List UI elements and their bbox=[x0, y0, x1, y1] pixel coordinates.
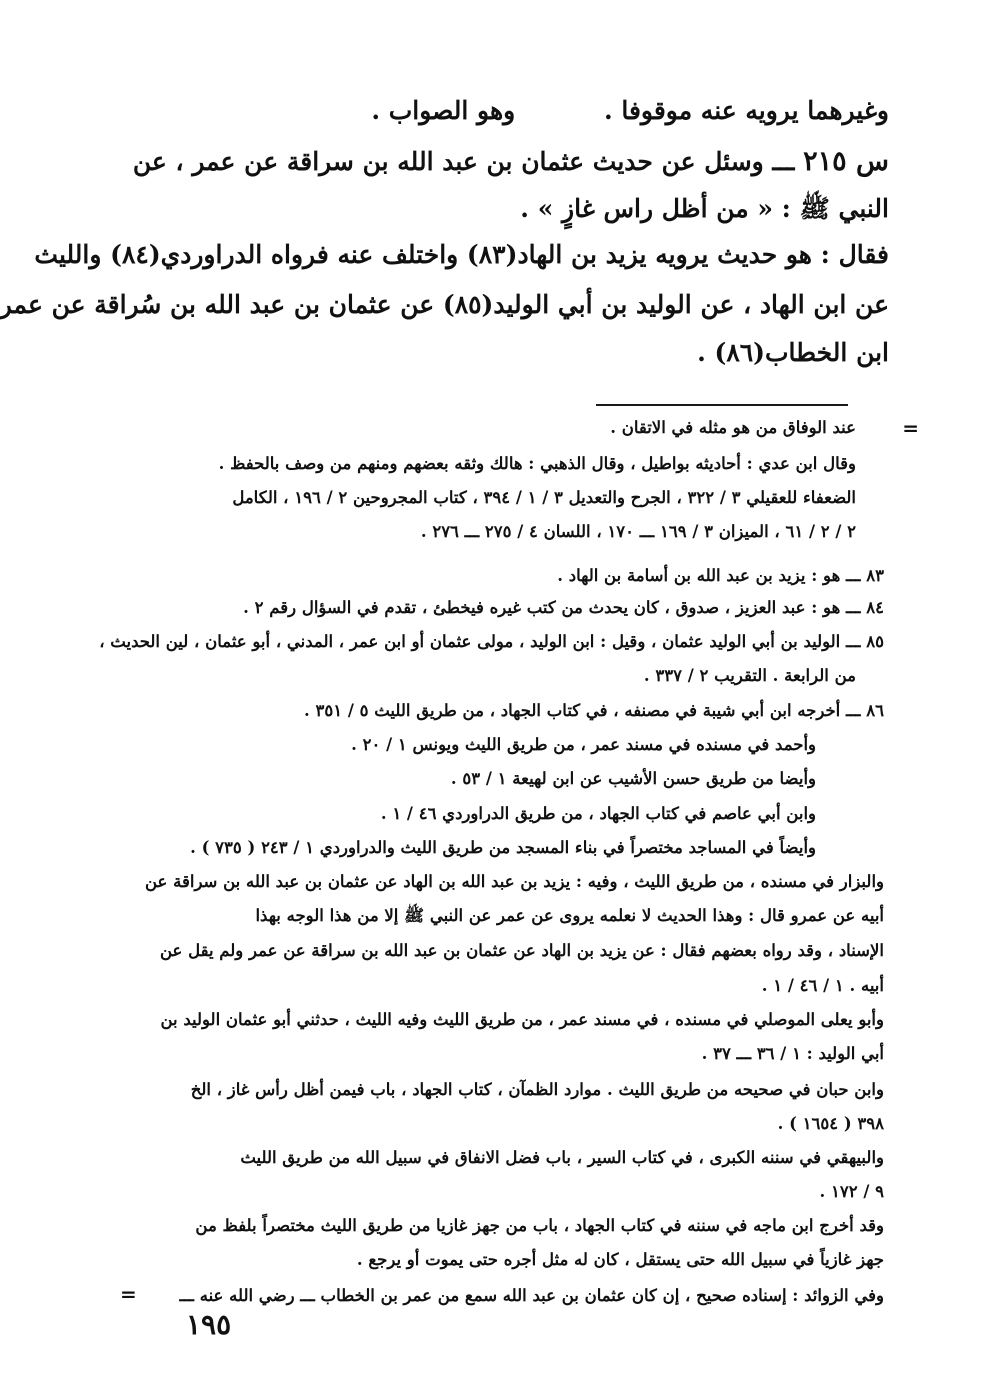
footnote-86-line-2: وأحمد في مسنده في مسند عمر ، من طريق الليث ويونس ١ / ٢٠ . bbox=[351, 735, 816, 754]
footnote-continued-1: عند الوفاق من هو مثله في الاتقان . bbox=[610, 418, 856, 437]
footnote-86-line-3: وأيضا من طريق حسن الأشيب عن ابن لهيعة ١ / ٥٣ . bbox=[450, 769, 816, 788]
main-line-1-text: وغيرهما يرويه عنه موقوفا . bbox=[603, 96, 889, 125]
footnote-continued-2: وقال ابن عدي : أحاديثه بواطيل ، وقال الذهبي : هالك وثقه بعضهم ومنهم من وصف بالحفظ . bbox=[218, 454, 856, 473]
footnote-86-line-12: وابن حبان في صحيحه من طريق الليث . موارد الظمآن ، كتاب الجهاد ، باب فيمن أظل رأس غاز ، الخ bbox=[190, 1080, 884, 1099]
page-number: ١٩٥ bbox=[186, 1308, 232, 1341]
footnote-86-line-14: والبيهقي في سننه الكبرى ، في كتاب السير ، باب فضل الانفاق في سبيل الله من طريق الليث bbox=[240, 1148, 884, 1167]
footnote-85-line-1: ٨٥ ـــ الوليد بن أبي الوليد عثمان ، وقيل : ابن الوليد ، مولى عثمان أو ابن عمر ، المدني ، أبو عثمان ، لين الحديث ، bbox=[99, 632, 884, 651]
footnote-85-line-2: من الرابعة . التقريب ٢ / ٣٣٧ . bbox=[643, 666, 856, 685]
question-number: س ٢١٥ bbox=[803, 146, 889, 177]
continuation-mark-end: = bbox=[120, 1282, 137, 1306]
footnote-86-line-9: أبيه . ١ / ٤٦ / ١ . bbox=[761, 976, 884, 995]
continuation-mark-start: = bbox=[902, 416, 919, 440]
footnote-separator bbox=[596, 404, 848, 406]
footnote-86-line-5: وأيضاً في المساجد مختصراً في بناء المسجد من طريق الليث والدراوردي ١ / ٢٤٣ ( ٧٣٥ ) . bbox=[190, 838, 816, 857]
main-line-5: عن ابن الهاد ، عن الوليد بن أبي الوليد(٨٥) عن عثمان بن عبد الله بن سُراقة عن عمر bbox=[0, 290, 889, 319]
footnote-86-line-16: وقد أخرج ابن ماجه في سننه في كتاب الجهاد ، باب من جهز غازيا من طريق الليث مختصراً بلفظ من bbox=[195, 1216, 884, 1235]
footnote-83: ٨٣ ـــ هو : يزيد بن عبد الله بن أسامة بن الهاد . bbox=[557, 566, 884, 585]
main-line-6: ابن الخطاب(٨٦) . bbox=[697, 338, 889, 367]
main-line-4: فقال : هو حديث يرويه يزيد بن الهاد(٨٣) واختلف عنه فرواه الدراوردي(٨٤) والليث bbox=[34, 240, 889, 269]
footnote-continued-3: الضعفاء للعقيلي ٣ / ٣٢٢ ، الجرح والتعديل ٣ / ١ / ٣٩٤ ، كتاب المجروحين ٢ / ١٩٦ ، الكامل bbox=[232, 488, 856, 507]
footnote-86-line-18: وفي الزوائد : إسناده صحيح ، إن كان عثمان بن عبد الله سمع من عمر بن الخطاب ـــ رضي الله عنه ـــ bbox=[179, 1286, 884, 1305]
footnote-86-line-15: ٩ / ١٧٢ . bbox=[819, 1182, 884, 1201]
footnote-84: ٨٤ ـــ هو : عبد العزيز ، صدوق ، كان يحدث من كتب غيره فيخطئ ، تقدم في السؤال رقم ٢ . bbox=[243, 598, 884, 617]
footnote-86-line-6: والبزار في مسنده ، من طريق الليث ، وفيه : يزيد بن عبد الله بن الهاد عن عثمان بن عبد الله بن سراقة عن bbox=[144, 872, 884, 891]
main-line-1 bbox=[148, 98, 889, 123]
footnote-86-line-11: أبي الوليد : ١ / ٣٦ ـــ ٣٧ . bbox=[701, 1044, 884, 1063]
footnote-86-line-1: ٨٦ ـــ أخرجه ابن أبي شيبة في مصنفه ، في كتاب الجهاد ، من طريق الليث ٥ / ٣٥١ . bbox=[304, 701, 884, 720]
footnote-86-line-7: أبيه عن عمرو قال : وهذا الحديث لا نعلمه يروى عن عمر عن النبي ﷺ إلا من هذا الوجه بهذا bbox=[255, 906, 884, 925]
main-line-1-continuation: وهو الصواب . bbox=[371, 96, 516, 125]
footnote-86-line-10: وأبو يعلى الموصلي في مسنده ، في مسند عمر ، من طريق الليث وفيه الليث ، حدثني أبو عثمان الوليد بن bbox=[160, 1010, 884, 1029]
footnote-86-line-13: ٣٩٨ ( ١٦٥٤ ) . bbox=[777, 1114, 884, 1133]
footnote-86-line-4: وابن أبي عاصم في كتاب الجهاد ، من طريق الدراوردي ٤٦ / ١ . bbox=[380, 804, 816, 823]
main-line-2-text: ـــ وسئل عن حديث عثمان بن عبد الله بن سراقة عن عمر ، عن bbox=[132, 147, 795, 176]
footnote-86-line-8: الإسناد ، وقد رواه بعضهم فقال : عن يزيد بن الهاد عن عثمان بن عبد الله بن سراقة عن عمر ولم يقل عن bbox=[159, 941, 884, 960]
footnote-86-line-17: جهز غازياً في سبيل الله حتى يستقل ، كان له مثل أجره حتى يموت أو يرجع . bbox=[356, 1250, 884, 1269]
main-line-3: النبي ﷺ : « من أظل راس غازٍ » . bbox=[520, 194, 889, 223]
main-line-2 bbox=[132, 146, 889, 177]
footnote-continued-4: ٢ / ٢ / ٦١ ، الميزان ٣ / ١٦٩ ـــ ١٧٠ ، اللسان ٤ / ٢٧٥ ـــ ٢٧٦ . bbox=[420, 522, 856, 541]
